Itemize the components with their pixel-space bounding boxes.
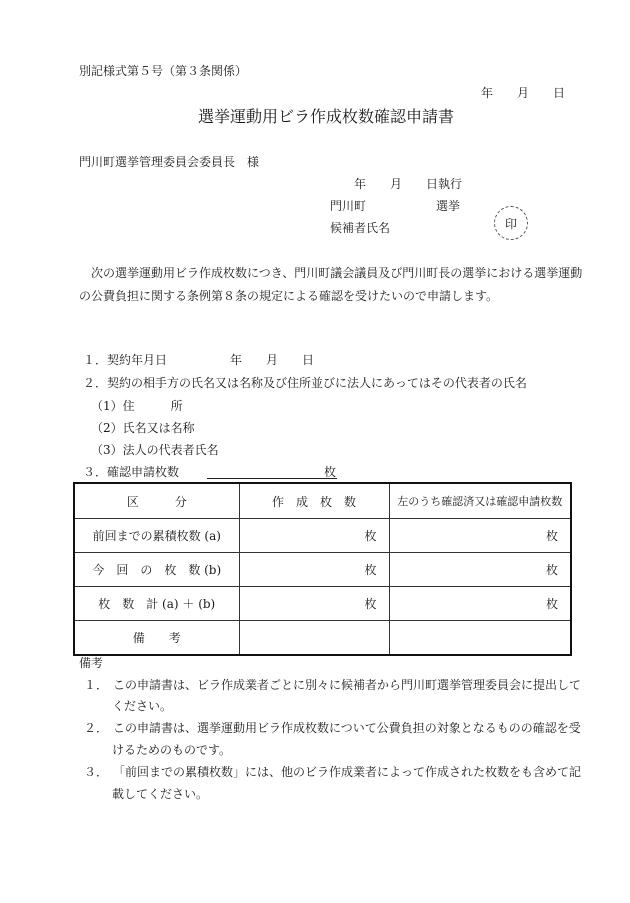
table-row [74,553,571,587]
row-label: 今 回 の 枚 数 (b) [74,553,239,587]
sheet-count-table [73,482,572,656]
seal-label: 印 [504,216,517,231]
page-title: 選挙運動用ビラ作成枚数確認申請書 [198,107,455,126]
count-label: ３．確認申請枚数 [83,465,180,479]
candidate-name-label: 候補者氏名 [330,221,391,235]
note-text: けるためのものです。 [112,743,232,757]
header-created-count: 作 成 枚 数 [239,483,389,519]
election-name: 選挙 [436,199,461,213]
application-date: 年 月 日 [481,86,566,100]
body-text-line2: の公費負担に関する条例第８条の規定による確認を受けたいので申請します。 [79,289,499,303]
table-row [74,587,571,621]
town-name: 門川町 [330,199,367,213]
row-label: 前回までの累積枚数 (a) [74,519,239,553]
created-count-cell[interactable]: 枚 [239,553,389,587]
table-row [74,519,571,553]
created-count-cell[interactable]: 枚 [239,587,389,621]
contract-date-label: １．契約年月日 [83,353,168,367]
seal-stamp [494,206,528,240]
row-label: 備 考 [74,621,239,656]
election-date: 年 月 日執行 [354,177,463,191]
addressee: 門川町選挙管理委員会委員長 様 [79,155,260,169]
note-text: この申請書は、選挙運動用ビラ作成枚数について公費負担の対象となるものの確認を受 [113,721,581,735]
note-text: この申請書は、ビラ作成業者ごとに別々に候補者から門川町選挙管理委員会に提出して [113,678,582,692]
representative-label: （3）法人の代表者氏名 [91,443,219,457]
header-confirmed-count: 左のうち確認済又は確認申請枚数 [389,483,571,519]
notes-heading: 備考 [79,656,104,670]
table-row [74,621,571,656]
name-label: （2）氏名又は名称 [91,421,195,435]
confirmed-count-cell[interactable]: 枚 [389,519,571,553]
table-header-row [74,483,571,519]
confirmed-count-cell[interactable]: 枚 [389,587,571,621]
note-number: ３． [84,765,109,779]
contract-party-label: ２．契約の相手方の氏名又は名称及び住所並びに法人にあってはその代表者の氏名 [83,376,527,390]
created-count-cell[interactable]: 枚 [239,519,389,553]
form-number: 別記様式第５号（第３条関係） [79,64,248,78]
remarks-cell[interactable] [389,621,571,656]
contract-date-value: 年 月 日 [230,353,315,367]
row-label: 枚 数 計 (a) ＋ (b) [74,587,239,621]
note-text: ください。 [112,699,173,713]
remarks-cell[interactable] [239,621,389,656]
note-text: 載してください。 [112,787,209,801]
note-number: ２． [84,721,109,735]
confirmed-count-cell[interactable]: 枚 [389,553,571,587]
header-category: 区 分 [74,483,239,519]
note-number: １． [84,678,109,692]
count-unit: 枚 [324,465,337,479]
address-label: （1）住 所 [91,399,183,413]
body-text-line1: 次の選挙運動用ビラ作成枚数につき、門川町議会議員及び門川町長の選挙における選挙運動 [91,266,583,280]
count-underline [207,478,337,479]
note-text: 「前回までの累積枚数」には、他のビラ作成業者によって作成された枚数をも含めて記 [113,765,582,779]
